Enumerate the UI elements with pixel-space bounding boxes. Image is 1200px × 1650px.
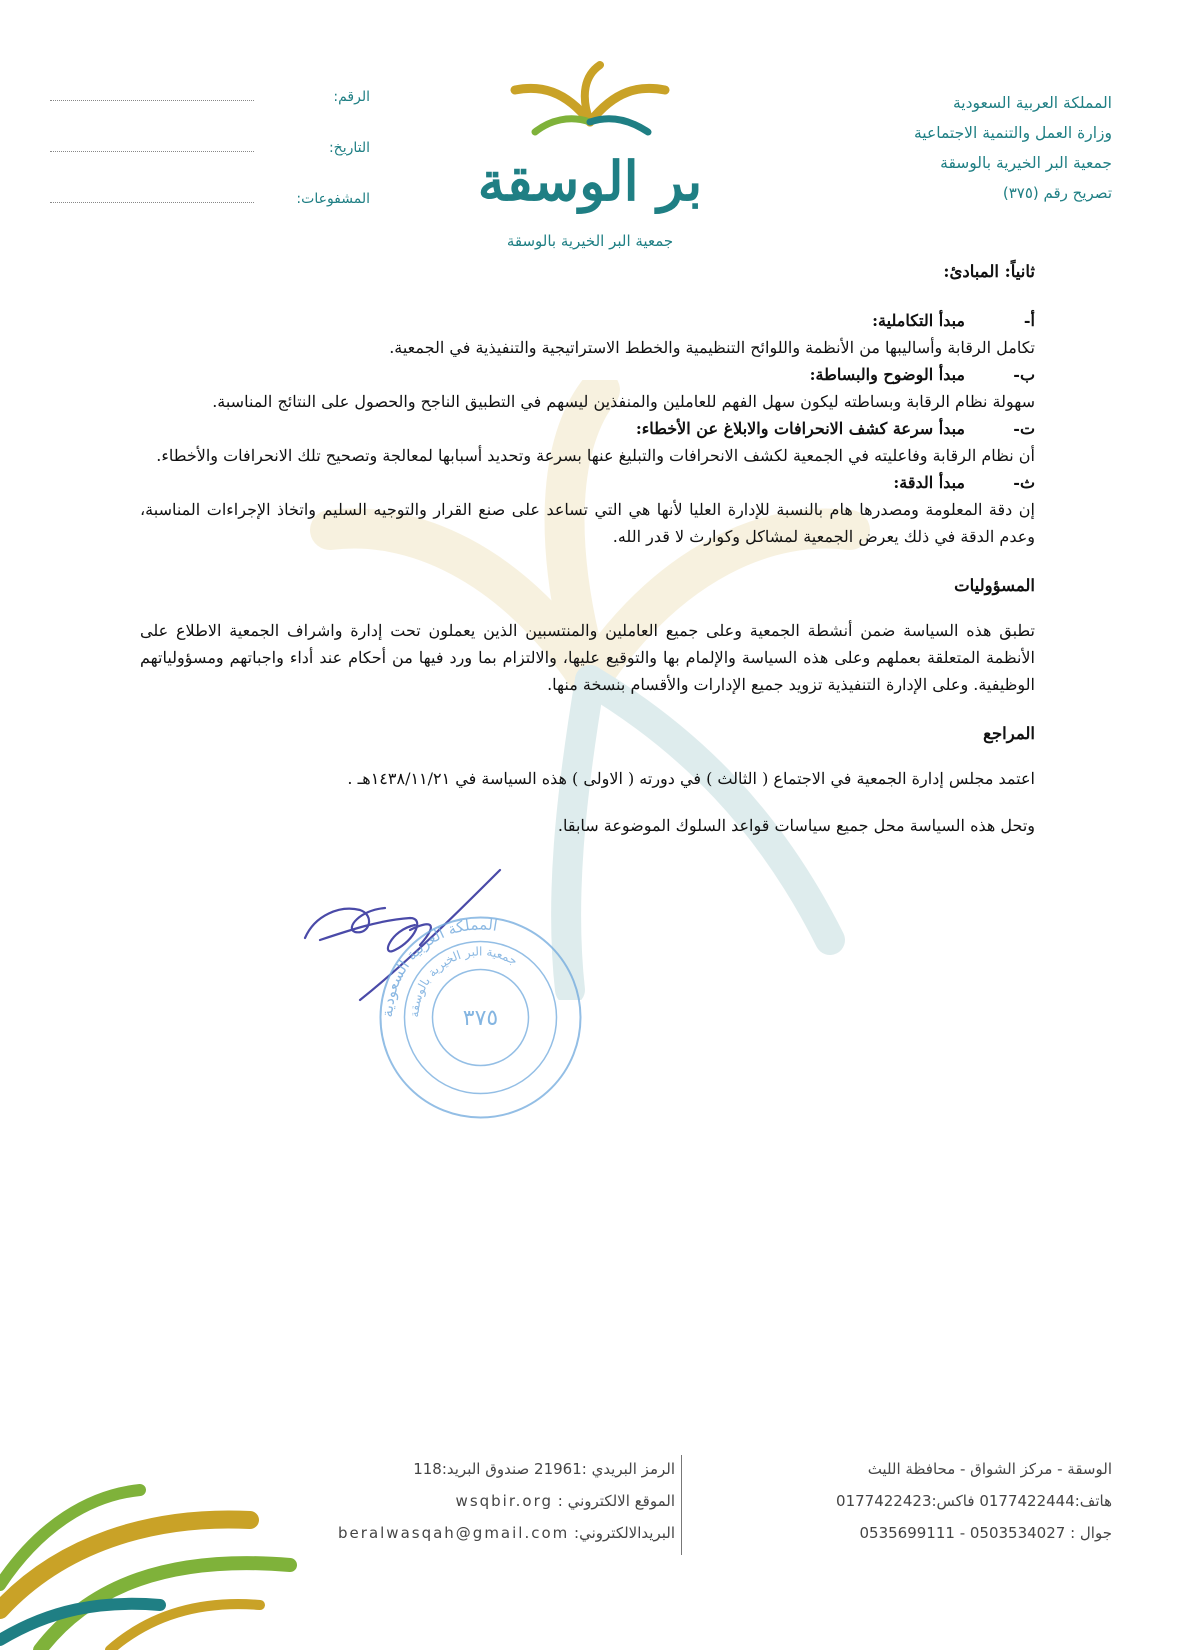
principle-letter: ت- — [1013, 419, 1035, 438]
principles-title: ثانياً: المبادئ: — [943, 262, 1035, 281]
footer-mobile: جوال : 0503534027 - 0535699111 — [859, 1524, 1112, 1542]
field-date-label: التاريخ: — [328, 140, 370, 156]
principle-heading: مبدأ سرعة كشف الانحرافات والابلاغ عن الأخطاء: — [635, 419, 965, 438]
principle-letter: ب- — [1013, 365, 1035, 384]
organization-block — [772, 88, 1112, 208]
stamp-outer-text: المملكة العربية السعودية — [378, 915, 499, 1018]
approval-statement: اعتمد مجلس إدارة الجمعية في الاجتماع ( الثالث ) في دورته ( الاولى ) هذه السياسة في ١٤٣٨/١١/٢١هـ . — [347, 769, 1035, 788]
principle-body: أن نظام الرقابة وفاعليته في الجمعية لكشف الانحرافات والتبليغ عنها بسرعة وتحديد أسبابها لمعالجة وتصحيح تلك الانحرافات والأخطاء. — [156, 446, 1035, 465]
footer-email: البريدالالكتروني: beralwasqah@gmail.com — [338, 1524, 675, 1542]
field-date-line — [50, 139, 254, 152]
principle-body: إن دقة المعلومة ومصدرها هام بالنسبة للإدارة العليا لأنها هي التي تساعد على صنع القرار والتوجيه السليم واتخاذ الإجراءات المناسبة، وعدم الدقة في ذلك يعرض الجمعية لمشاكل وكوارث لا قدر الله. — [140, 500, 1035, 546]
principle-heading: مبدأ الدقة: — [893, 473, 965, 492]
logo-palm-icon — [480, 60, 700, 220]
field-number — [50, 88, 370, 139]
stamp-number: ٣٧٥ — [462, 1006, 499, 1031]
document-body — [140, 258, 1035, 839]
stamp-inner-text: جمعية البر الخيرية بالوسقة — [407, 944, 520, 1018]
principle-accuracy — [140, 469, 1035, 550]
field-attachments — [50, 190, 370, 241]
responsibilities-body: تطبق هذه السياسة ضمن أنشطة الجمعية وعلى جميع العاملين والمنتسبين الذين يعملون تحت إدارة واشراف الجمعية الاطلاع على الأنظمة المتعلقة بعملهم وعلى هذه السياسة والإلمام بها والتوقيع عليها، والالتزام بما ورد فيها من أحكام عند أداء واجباتهم ومسؤولياتهم الوظيفية. وعلى الإدارة التنفيذية تزويد جميع الإدارات والأقسام بنسخة منها. — [140, 621, 1036, 694]
principle-speed — [140, 415, 1035, 469]
field-number-line — [50, 88, 254, 101]
logo-caption: جمعية البر الخيرية بالوسقة — [506, 232, 674, 250]
footer-phone-fax: هاتف:0177422444 فاكس:0177422423 — [836, 1492, 1112, 1510]
reference-fields — [50, 88, 370, 241]
logo-wordmark: بر الوسقة — [480, 149, 700, 213]
org-line-association: جمعية البر الخيرية بالوسقة — [940, 154, 1112, 172]
field-attachments-line — [50, 190, 254, 203]
principle-letter: ث- — [1013, 473, 1035, 492]
principle-letter: أ- — [1023, 311, 1035, 330]
footer-divider — [681, 1455, 682, 1555]
org-line-ministry: وزارة العمل والتنمية الاجتماعية — [913, 124, 1112, 142]
footer-address: الوسقة - مركز الشواق - محافظة الليث — [867, 1460, 1112, 1478]
org-line-permit: تصريح رقم (٣٧٥) — [1002, 184, 1112, 202]
references-title: المراجع — [983, 724, 1035, 743]
principle-body: تكامل الرقابة وأساليبها من الأنظمة واللوائح التنظيمية والخطط الاستراتيجية والتنفيذية في الجمعية. — [389, 338, 1035, 357]
footer-postal-web — [255, 1453, 675, 1549]
principle-body: سهولة نظام الرقابة وبساطته ليكون سهل الفهم للعاملين والمنفذين ليسهم في التطبيق الناجح والحصول على النتائج المناسبة. — [212, 392, 1035, 411]
footer-address-contacts — [692, 1453, 1112, 1549]
field-attachments-label: المشفوعات: — [296, 191, 370, 207]
footer-postal: الرمز البريدي :21961 صندوق البريد:118 — [413, 1460, 675, 1478]
field-date — [50, 139, 370, 190]
principle-integration — [140, 307, 1035, 361]
principle-heading: مبدأ التكاملية: — [872, 311, 965, 330]
footer-website: الموقع الالكتروني : wsqbir.org — [455, 1492, 675, 1510]
field-number-label: الرقم: — [333, 89, 370, 105]
principle-clarity — [140, 361, 1035, 415]
association-logo — [480, 60, 700, 250]
principle-heading: مبدأ الوضوح والبساطة: — [809, 365, 965, 384]
official-stamp — [378, 915, 583, 1120]
org-line-country: المملكة العربية السعودية — [952, 94, 1112, 112]
responsibilities-title: المسؤوليات — [954, 576, 1035, 595]
replacement-statement: وتحل هذه السياسة محل جميع سياسات قواعد السلوك الموضوعة سابقا. — [557, 816, 1035, 835]
